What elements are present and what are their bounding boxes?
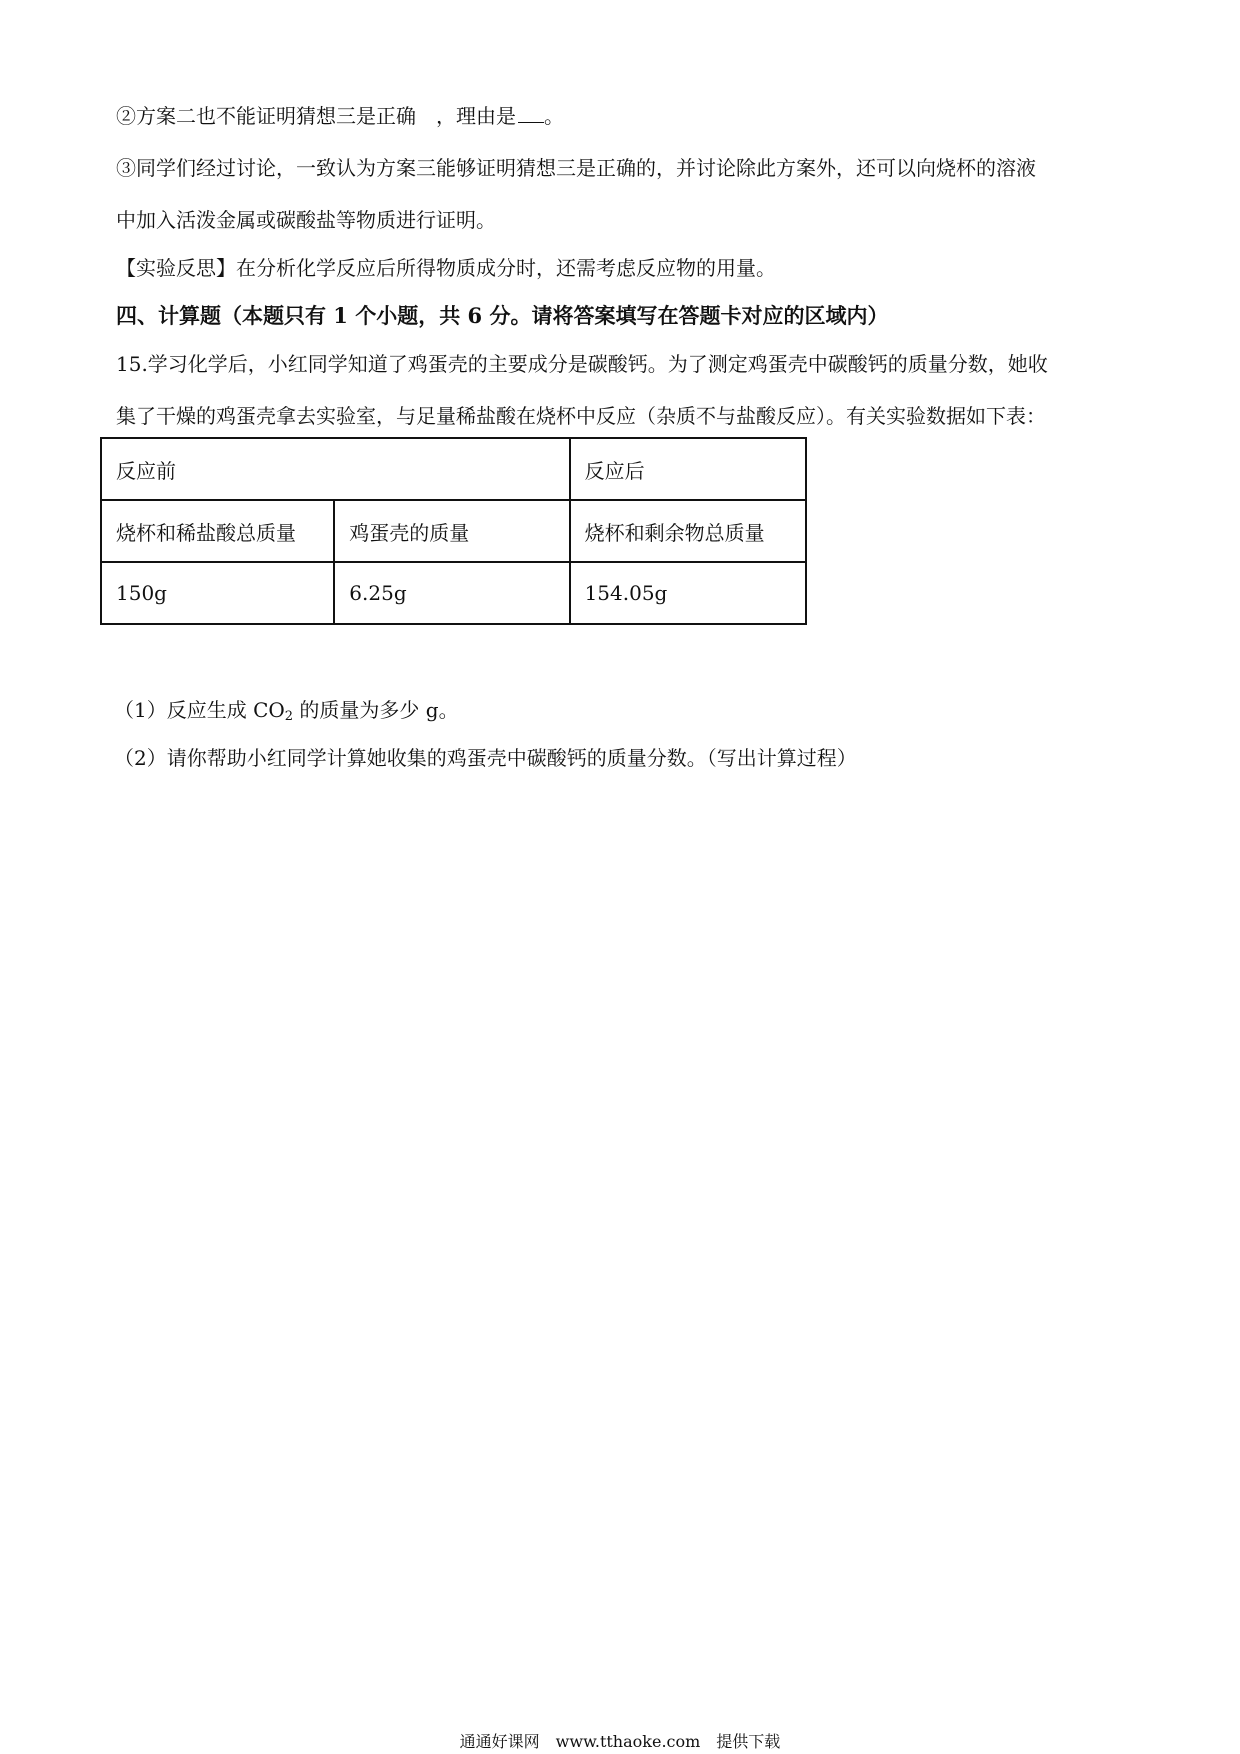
table-row bbox=[101, 562, 806, 624]
data-table bbox=[100, 437, 807, 625]
sub-question-1-post: 的质量为多少 g。 bbox=[293, 698, 459, 722]
table-row bbox=[101, 500, 806, 562]
line-plan-two-text: ②方案二也不能证明猜想三是正确 ，理由是 bbox=[116, 104, 516, 128]
value-beaker-residue-mass: 154.05g bbox=[570, 562, 806, 624]
col-eggshell-mass: 鸡蛋壳的质量 bbox=[334, 500, 569, 562]
line-plan-three: ③同学们经过讨论，一致认为方案三能够证明猜想三是正确的，并讨论除此方案外，还可以向烧杯的溶液 bbox=[116, 156, 1036, 180]
header-before: 反应前 bbox=[101, 438, 570, 500]
section-heading: 四、计算题（本题只有 1 个小题，共 6 分。请将答案填写在答题卡对应的区域内） bbox=[116, 303, 889, 328]
header-after: 反应后 bbox=[570, 438, 806, 500]
line-plan-two-end: 。 bbox=[544, 104, 564, 128]
col-beaker-residue-mass: 烧杯和剩余物总质量 bbox=[570, 500, 806, 562]
page-footer: 通通好课网 www.tthaoke.com 提供下载 bbox=[459, 1732, 781, 1751]
line-plan-two bbox=[116, 102, 564, 130]
co2-subscript: 2 bbox=[284, 709, 294, 724]
value-eggshell-mass: 6.25g bbox=[334, 562, 569, 624]
sub-question-2: （2）请你帮助小红同学计算她收集的鸡蛋壳中碳酸钙的质量分数。（写出计算过程） bbox=[114, 746, 857, 770]
sub-question-1 bbox=[114, 696, 459, 724]
line-reflection: 【实验反思】在分析化学反应后所得物质成分时，还需考虑反应物的用量。 bbox=[116, 256, 776, 280]
value-beaker-acid-mass: 150g bbox=[101, 562, 334, 624]
answer-blank bbox=[518, 104, 544, 123]
sub-question-1-pre: （1）反应生成 CO bbox=[114, 698, 285, 722]
question-15-line1: 15.学习化学后，小红同学知道了鸡蛋壳的主要成分是碳酸钙。为了测定鸡蛋壳中碳酸钙的质量分数，她收 bbox=[116, 352, 1048, 376]
table-row bbox=[101, 438, 806, 500]
question-15-line2: 集了干燥的鸡蛋壳拿去实验室，与足量稀盐酸在烧杯中反应（杂质不与盐酸反应）。有关实验数据如下表： bbox=[116, 404, 1046, 428]
col-beaker-acid-mass: 烧杯和稀盐酸总质量 bbox=[101, 500, 334, 562]
line-plan-three-cont: 中加入活泼金属或碳酸盐等物质进行证明。 bbox=[116, 208, 496, 232]
